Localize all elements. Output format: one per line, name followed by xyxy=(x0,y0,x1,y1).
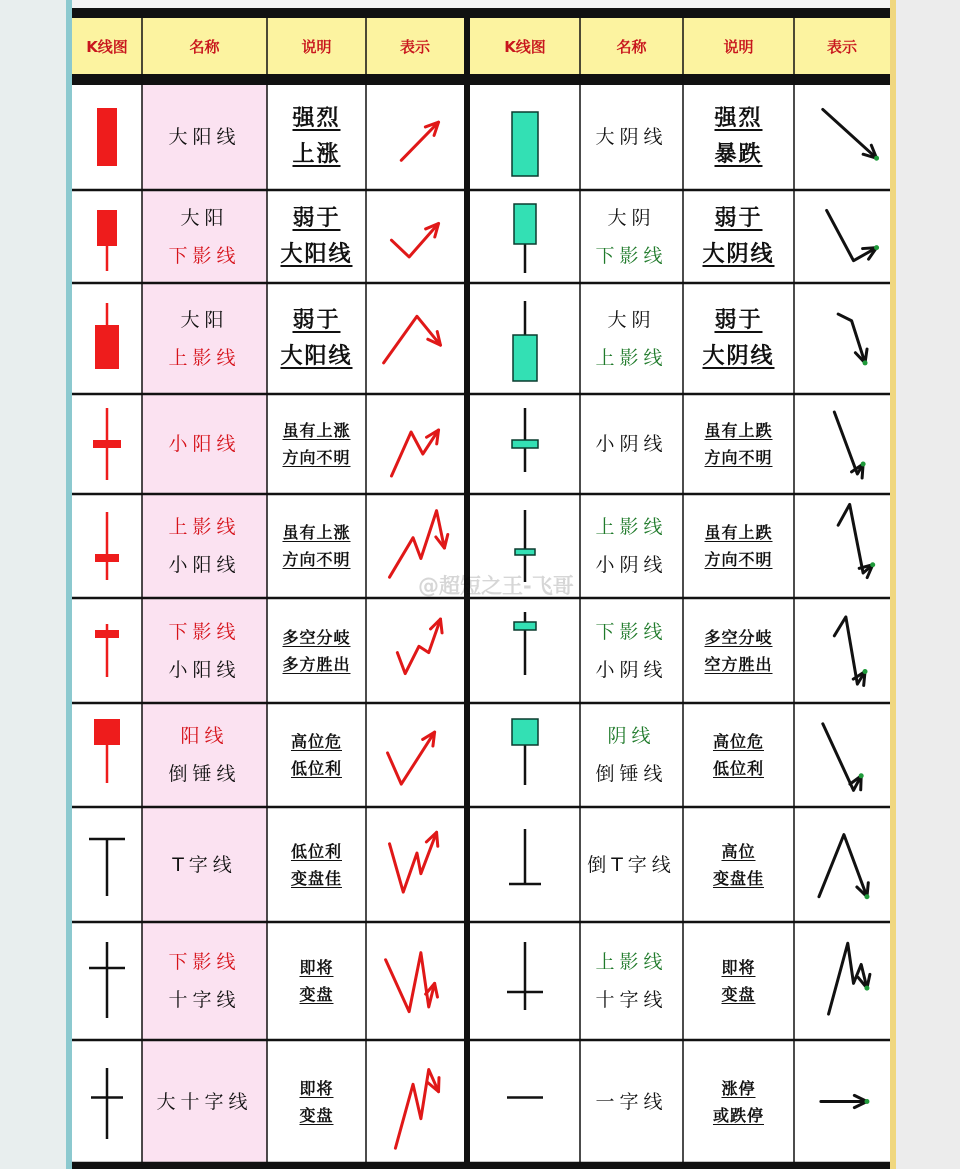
name-line: 上影线 xyxy=(595,951,668,973)
desc-line: 方向不明 xyxy=(704,448,773,467)
name-line: 小阳线 xyxy=(168,658,241,681)
name-line: 倒锤线 xyxy=(595,763,668,785)
header-left-0: K线图 xyxy=(86,37,128,56)
desc-line: 多空分岐 xyxy=(282,627,351,647)
desc-line: 强烈 xyxy=(292,106,341,131)
candlestick-cross-high xyxy=(507,942,543,1010)
desc-line: 大阴线 xyxy=(702,241,775,267)
desc-left-3 xyxy=(267,394,366,494)
name-line: 大阳 xyxy=(180,206,229,229)
candlestick-yang-upper-shadow xyxy=(95,303,119,369)
name-line: 小阳线 xyxy=(168,433,241,455)
desc-line: 低位利 xyxy=(712,759,764,778)
desc-left-5 xyxy=(267,598,366,703)
name-line: 下影线 xyxy=(595,244,668,267)
candlestick-small-yin-lower xyxy=(514,612,536,675)
arrow-path xyxy=(829,943,867,1014)
desc-line: 低位利 xyxy=(290,841,342,861)
desc-left-4 xyxy=(267,494,366,598)
desc-line: 高位 xyxy=(721,841,756,861)
arrow-tip xyxy=(863,360,868,365)
name-line: 下影线 xyxy=(595,620,668,643)
name-left-5 xyxy=(142,598,267,703)
desc-line: 变盘佳 xyxy=(712,868,764,888)
name-line: 一字线 xyxy=(595,1090,668,1113)
trend-arrow-icon xyxy=(386,953,438,1012)
candle-body xyxy=(514,204,536,244)
name-line: 小阳线 xyxy=(168,554,241,576)
right-margin xyxy=(896,0,960,1169)
desc-right-0 xyxy=(683,84,794,190)
desc-line: 虽有上跌 xyxy=(704,523,773,542)
desc-line: 变盘佳 xyxy=(290,868,342,888)
arrow-path xyxy=(390,511,445,578)
name-line: 小阴线 xyxy=(595,433,668,455)
arrow-path xyxy=(819,835,867,897)
name-line: 十字线 xyxy=(168,989,241,1011)
candle-body xyxy=(94,719,120,745)
trend-arrow-icon xyxy=(391,223,438,256)
candle-body xyxy=(95,325,119,369)
candlestick-big-yang xyxy=(97,108,117,166)
name-right-0 xyxy=(580,84,683,190)
name-line: 大阴 xyxy=(607,308,656,331)
desc-line: 强烈 xyxy=(714,106,763,131)
name-line: 大阳线 xyxy=(168,126,241,148)
desc-line: 即将 xyxy=(299,958,334,977)
desc-right-5 xyxy=(683,598,794,703)
candle-body xyxy=(93,440,121,448)
name-left-9 xyxy=(142,1040,267,1163)
header-right-6: 说明 xyxy=(723,37,754,56)
name-line: 小阴线 xyxy=(595,554,668,576)
name-left-3 xyxy=(142,394,267,494)
desc-right-8 xyxy=(683,922,794,1040)
right-accent-bar xyxy=(890,0,896,1169)
desc-left-1 xyxy=(267,190,366,283)
arrow-tip xyxy=(861,462,866,467)
name-left-6 xyxy=(142,703,267,807)
candle-body xyxy=(97,108,117,166)
arrow-path xyxy=(391,223,438,256)
name-line: 大阴线 xyxy=(595,126,668,148)
arrow-tip xyxy=(874,156,879,161)
desc-line: 多方胜出 xyxy=(282,654,351,674)
desc-left-2 xyxy=(267,283,366,394)
candle-body xyxy=(512,440,538,448)
desc-line: 即将 xyxy=(721,958,756,977)
trend-arrow-icon xyxy=(384,316,441,363)
trend-arrow-icon xyxy=(838,504,875,577)
arrow-path xyxy=(395,1070,438,1149)
name-line: 十字线 xyxy=(595,989,668,1011)
desc-left-7 xyxy=(267,807,366,922)
trend-arrow-icon xyxy=(823,109,879,160)
arrow-tip xyxy=(874,245,879,250)
header-right-5: 名称 xyxy=(616,37,647,56)
desc-line: 弱于 xyxy=(292,205,341,231)
candlestick-small-yang-lower xyxy=(95,624,119,677)
desc-line: 虽有上跌 xyxy=(704,421,773,440)
name-left-1 xyxy=(142,190,267,283)
left-margin xyxy=(0,0,66,1169)
desc-line: 弱于 xyxy=(714,205,763,231)
desc-line: 低位利 xyxy=(290,759,342,778)
name-left-7 xyxy=(142,807,267,922)
name-right-1 xyxy=(580,190,683,283)
desc-line: 或跌停 xyxy=(712,1105,764,1125)
candlestick-cross-low xyxy=(89,942,125,1018)
top-band xyxy=(72,8,890,18)
candle-body xyxy=(97,210,117,246)
name-line: 下影线 xyxy=(168,951,241,973)
candlestick-small-yang-upper xyxy=(95,512,119,580)
arrow-tip xyxy=(863,669,868,674)
desc-line: 大阴线 xyxy=(702,343,775,369)
desc-line: 弱于 xyxy=(714,307,763,333)
trend-arrow-icon xyxy=(838,314,867,365)
trend-arrow-icon xyxy=(390,511,448,578)
desc-right-1 xyxy=(683,190,794,283)
desc-line: 方向不明 xyxy=(282,550,351,569)
trend-arrow-icon xyxy=(395,1070,439,1149)
desc-left-8 xyxy=(267,922,366,1040)
name-line: 大阴 xyxy=(607,206,656,229)
header-left-2: 说明 xyxy=(301,37,332,56)
trend-arrow-icon xyxy=(397,619,442,674)
desc-line: 高位危 xyxy=(712,732,764,751)
candlestick-yin-lower-shadow xyxy=(514,204,536,273)
desc-right-4 xyxy=(683,494,794,598)
trend-arrow-icon xyxy=(390,832,438,892)
candlestick-yin-hammer xyxy=(512,719,538,785)
name-right-3 xyxy=(580,394,683,494)
name-line: 阳线 xyxy=(180,725,229,747)
name-line: 大阳 xyxy=(180,308,229,331)
desc-right-6 xyxy=(683,703,794,807)
name-line: T字线 xyxy=(172,853,237,876)
arrow-path xyxy=(388,732,435,784)
candlestick-inv-t-line xyxy=(509,829,541,884)
trend-arrow-icon xyxy=(827,210,879,260)
name-line: 上影线 xyxy=(168,516,241,538)
arrow-path xyxy=(391,430,438,476)
trend-arrow-icon xyxy=(388,732,435,784)
desc-line: 上涨 xyxy=(292,142,341,167)
desc-line: 涨停 xyxy=(721,1078,756,1098)
name-line: 倒锤线 xyxy=(168,763,241,785)
candle-body xyxy=(512,719,538,745)
arrow-path xyxy=(390,832,437,892)
name-right-2 xyxy=(580,283,683,394)
trend-arrow-icon xyxy=(821,1095,870,1107)
candle-body xyxy=(95,630,119,638)
desc-line: 大阳线 xyxy=(280,241,353,267)
trend-arrow-icon xyxy=(834,412,865,478)
name-left-0 xyxy=(142,84,267,190)
arrow-tip xyxy=(864,986,869,991)
arrow-path xyxy=(823,109,877,158)
candlestick-small-yin xyxy=(512,408,538,472)
desc-line: 变盘 xyxy=(299,985,334,1004)
name-left-8 xyxy=(142,922,267,1040)
name-line: 阴线 xyxy=(607,725,656,747)
arrow-path xyxy=(838,504,873,573)
candlestick-big-cross xyxy=(91,1068,123,1139)
desc-line: 暴跌 xyxy=(714,142,763,167)
candlestick-yang-lower-shadow xyxy=(97,210,117,271)
candle-body xyxy=(513,335,537,381)
desc-line: 方向不明 xyxy=(704,550,773,569)
header-right-4: K线图 xyxy=(504,37,546,56)
bottom-band xyxy=(72,1163,890,1169)
trend-arrow-icon xyxy=(823,724,864,791)
candle-body xyxy=(512,112,538,176)
name-line: 下影线 xyxy=(168,244,241,267)
name-line: 倒T字线 xyxy=(587,853,676,876)
name-line: 上影线 xyxy=(168,346,241,369)
trend-arrow-icon xyxy=(834,617,867,686)
candlestick-small-yang xyxy=(93,408,121,480)
name-line: 小阴线 xyxy=(595,658,668,681)
name-right-5 xyxy=(580,598,683,703)
desc-right-9 xyxy=(683,1040,794,1163)
candlestick-big-yin xyxy=(512,112,538,176)
desc-left-9 xyxy=(267,1040,366,1163)
trend-arrow-icon xyxy=(401,122,438,160)
desc-line: 变盘 xyxy=(299,1105,334,1125)
arrow-path xyxy=(401,122,438,160)
candlestick-yang-hammer xyxy=(94,719,120,783)
name-right-8 xyxy=(580,922,683,1040)
desc-line: 空方胜出 xyxy=(704,654,773,674)
name-line: 下影线 xyxy=(168,620,241,643)
trend-arrow-icon xyxy=(819,835,870,900)
arrow-tip xyxy=(864,1099,869,1104)
arrow-tip xyxy=(859,773,864,778)
desc-left-0 xyxy=(267,84,366,190)
watermark: @超短之王-飞哥 xyxy=(418,574,574,598)
name-line: 上影线 xyxy=(595,516,668,538)
desc-line: 方向不明 xyxy=(282,448,351,467)
name-left-2 xyxy=(142,283,267,394)
desc-right-7 xyxy=(683,807,794,922)
name-right-7 xyxy=(580,807,683,922)
desc-right-2 xyxy=(683,283,794,394)
name-left-4 xyxy=(142,494,267,598)
desc-right-3 xyxy=(683,394,794,494)
desc-line: 弱于 xyxy=(292,307,341,333)
header-band xyxy=(72,74,890,84)
trend-arrow-icon xyxy=(829,943,870,1014)
candle-body xyxy=(515,549,535,555)
arrow-tip xyxy=(870,562,875,567)
desc-line: 多空分岐 xyxy=(704,627,773,647)
desc-line: 虽有上涨 xyxy=(282,523,351,542)
arrow-path xyxy=(386,953,435,1012)
candle-body xyxy=(95,554,119,562)
desc-line: 虽有上涨 xyxy=(282,421,351,440)
arrow-tip xyxy=(864,894,869,899)
desc-line: 高位危 xyxy=(290,732,342,751)
trend-arrow-icon xyxy=(391,430,438,476)
arrow-path xyxy=(834,412,863,474)
name-right-6 xyxy=(580,703,683,807)
name-right-4 xyxy=(580,494,683,598)
candle-body xyxy=(514,622,536,630)
candlestick-t-line xyxy=(89,839,125,896)
name-right-9 xyxy=(580,1040,683,1163)
desc-line: 即将 xyxy=(299,1078,334,1098)
header-left-3: 表示 xyxy=(399,37,430,56)
arrow-path xyxy=(827,210,877,260)
desc-line: 变盘 xyxy=(721,985,756,1004)
header-left-1: 名称 xyxy=(189,37,220,56)
arrow-path xyxy=(838,314,865,363)
candlestick-yin-upper-shadow xyxy=(513,301,537,381)
desc-left-6 xyxy=(267,703,366,807)
name-line: 大十字线 xyxy=(156,1090,253,1113)
desc-line: 大阳线 xyxy=(280,343,353,369)
name-line: 上影线 xyxy=(595,346,668,369)
header-right-7: 表示 xyxy=(826,37,857,56)
